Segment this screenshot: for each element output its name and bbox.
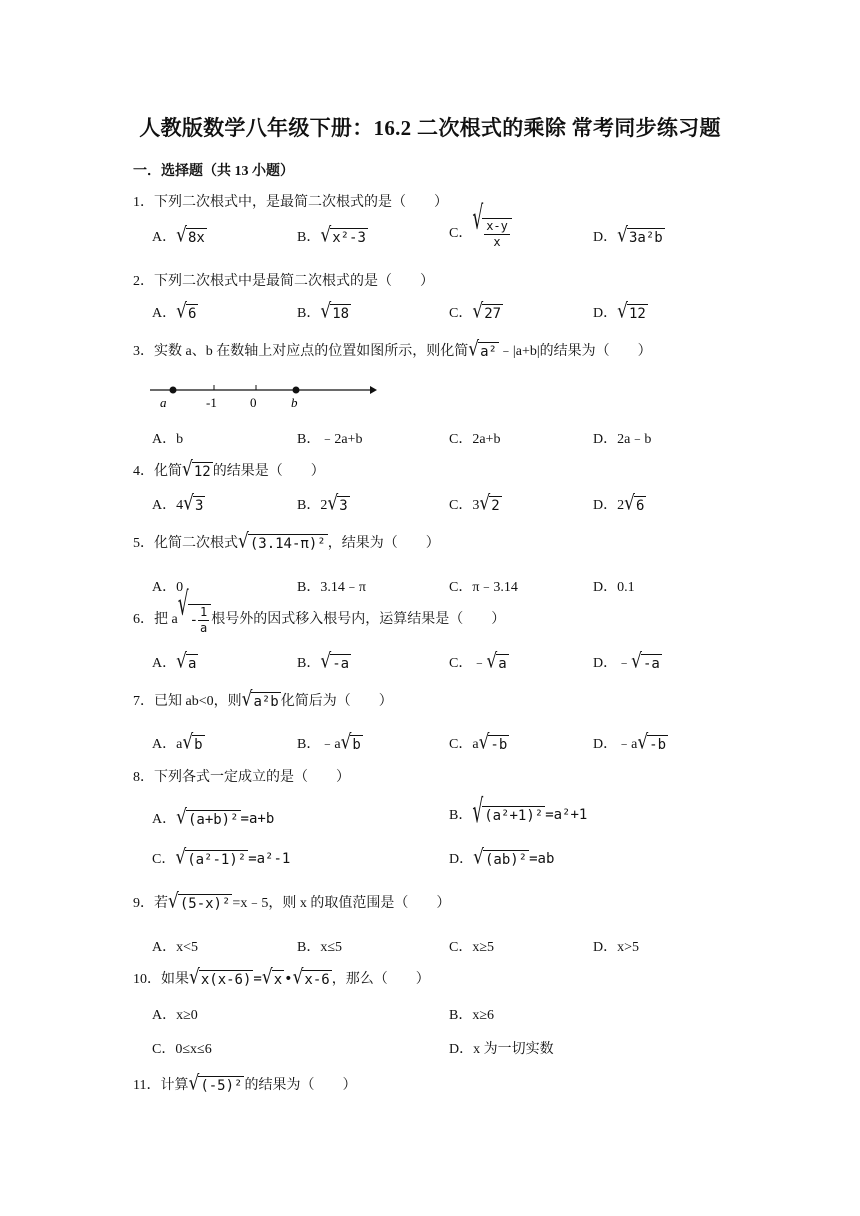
number-line-arrow — [370, 386, 377, 394]
q10-option-d: D．x 为一切实数 — [449, 1042, 554, 1057]
question-9: 9．若 √ (5-x)² =x﹣5，则 x 的取值范围是（ ） — [133, 889, 451, 914]
q9-option-c: C．x≥5 — [449, 940, 495, 955]
question-5: 5．化简二次根式 √ (3.14-π)² ，结果为（ ） — [133, 529, 440, 554]
q7-option-a: A．a √ b — [152, 730, 203, 755]
q9-option-a: A．x<5 — [152, 940, 199, 955]
q1-option-c: C． √ $\frac{x-y}{x}$ — [449, 218, 512, 250]
q10-option-c: C．0≤x≤6 — [152, 1042, 212, 1057]
q3-option-a: A．b — [152, 432, 184, 447]
q8-option-d: D． √ (ab)² =ab — [449, 845, 555, 870]
q9-option-b: B．x≤5 — [297, 940, 343, 955]
q10-option-b: B．x≥6 — [449, 1008, 495, 1023]
question-3: 3．实数 a、b 在数轴上对应点的位置如图所示，则化简 √ a² ﹣|a+b|的结果为（ ） — [133, 337, 652, 362]
q6-option-d: D．﹣ √ -a — [593, 649, 660, 674]
q6-option-a: A． √ a — [152, 649, 197, 674]
q1-option-a: A． √ 8x — [152, 223, 205, 248]
q1-option-b: B． √ x²-3 — [297, 223, 366, 248]
question-6: 6．把 a √ - $\frac{1}{a}$ 根号外的因式移入根号内，运算结果是（ ） — [133, 585, 506, 635]
number-line-figure — [148, 380, 378, 412]
q4-option-d: D．2 √ 6 — [593, 491, 645, 516]
q3-option-c: C．2a+b — [449, 432, 501, 447]
q3-option-b: B．﹣2a+b — [297, 432, 363, 447]
q10-option-a: A．x≥0 — [152, 1008, 198, 1023]
label-b: b — [291, 395, 298, 410]
question-7: 7．已知 ab<0，则 √ a²b 化简后为（ ） — [133, 687, 393, 712]
q2-option-b: B． √ 18 — [297, 299, 350, 324]
q9-option-d: D．x>5 — [593, 940, 640, 955]
point-b — [293, 387, 300, 394]
question-8: 8．下列各式一定成立的是（ ） — [133, 770, 350, 785]
question-10: 10．如果 √ x(x-6) = √ x • √ x-6 ，那么（ ） — [133, 965, 430, 990]
question-4: 4．化简 √ 12 的结果是（ ） — [133, 457, 325, 482]
q2-option-a: A． √ 6 — [152, 299, 197, 324]
q5-option-c: C．π﹣3.14 — [449, 580, 518, 595]
q4-option-a: A．4 √ 3 — [152, 491, 204, 516]
q6-option-b: B． √ -a — [297, 649, 350, 674]
point-a — [170, 387, 177, 394]
question-2: 2．下列二次根式中是最简二次根式的是（ ） — [133, 274, 434, 289]
q7-option-b: B．﹣a √ b — [297, 730, 361, 755]
label-a: a — [160, 395, 167, 410]
q4-option-b: B．2 √ 3 — [297, 491, 348, 516]
q4-option-c: C．3 √ 2 — [449, 491, 500, 516]
label-neg1: -1 — [206, 395, 217, 410]
label-0: 0 — [250, 395, 257, 410]
q5-option-b: B．3.14﹣π — [297, 580, 366, 595]
q1-option-d: D． √ 3a²b — [593, 223, 663, 248]
q7-option-c: C．a √ -b — [449, 730, 508, 755]
q8-option-c: C． √ (a²-1)² =a²-1 — [152, 845, 291, 870]
q2-option-d: D． √ 12 — [593, 299, 646, 324]
q5-option-d: D．0.1 — [593, 580, 635, 595]
q3-option-d: D．2a﹣b — [593, 432, 652, 447]
q6-option-c: C．﹣ √ a — [449, 649, 507, 674]
q8-option-b: B． √ (a²+1)² =a²+1 — [449, 793, 588, 832]
q7-option-d: D．﹣a √ -b — [593, 730, 667, 755]
q8-option-a: A． √ (a+b)² =a+b — [152, 805, 275, 830]
question-11: 11．计算 √ (-5)² 的结果为（ ） — [133, 1071, 357, 1096]
page-title: 人教版数学八年级下册：16.2 二次根式的乘除 常考同步练习题 — [139, 116, 721, 140]
section-heading: 一．选择题（共 13 小题） — [133, 164, 294, 179]
q2-option-c: C． √ 27 — [449, 299, 502, 324]
q5-option-a: A．0 — [152, 580, 184, 595]
question-1: 1．下列二次根式中，是最简二次根式的是（ ） — [133, 195, 448, 210]
